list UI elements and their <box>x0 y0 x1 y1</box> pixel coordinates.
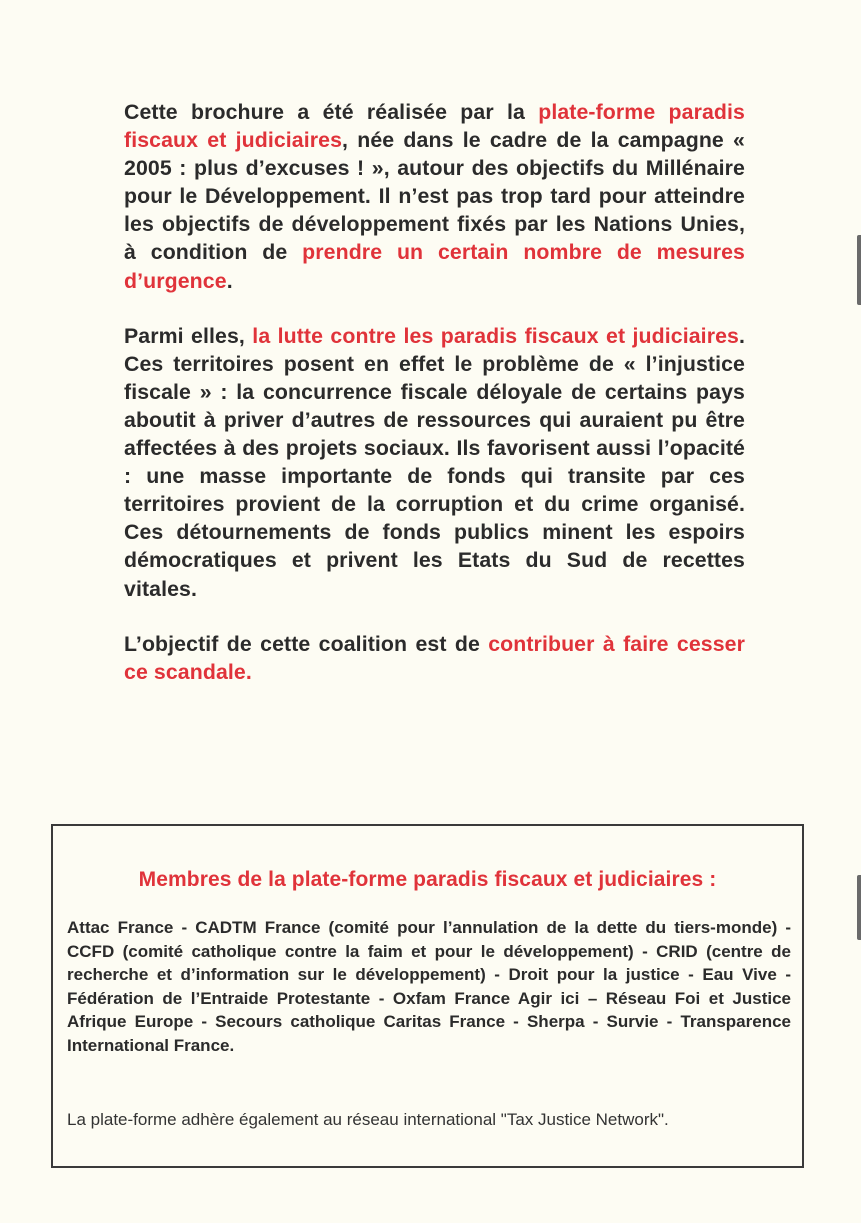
highlight-urgent-measures: prendre un certain nombre de mesures d’urgence <box>124 240 745 293</box>
paragraph-tax-havens <box>124 322 745 603</box>
members-box <box>51 824 804 1168</box>
paragraph-origin <box>124 98 745 295</box>
text: . <box>226 268 233 293</box>
brochure-intro-text <box>124 98 745 713</box>
highlight-fight-tax-havens: la lutte contre les paradis fiscaux et judiciaires <box>252 323 739 348</box>
page-edge-mark <box>857 875 861 940</box>
highlight-objective: contribuer à faire cesser ce scandale. <box>124 631 745 684</box>
text: , née dans le cadre de la campagne « 2005 : plus d’excuses ! », autour des objectifs du Millénaire pour le Développement. Il n’est pas trop tard pour atteindre les objectifs de développement fixés par les Nations Unies, à condition de <box>124 128 745 265</box>
network-note: La plate-forme adhère également au réseau international "Tax Justice Network". <box>67 1110 669 1129</box>
paragraph-objective <box>124 630 745 686</box>
text: Cette brochure a été réalisée par la <box>124 100 539 124</box>
page-edge-mark <box>857 235 861 305</box>
members-list: Attac France - CADTM France (comité pour l’annulation de la dette du tiers-monde) - CCFD (comité catholique contre la faim et pour le développement) - CRID (centre de recherche et d’information sur le développement) - Droit pour la justice - Eau Vive - Fédération de l’Entraide Protestante - Oxfam France Agir ici – Réseau Foi et Justice Afrique Europe - Secours catholique Caritas France - Sherpa - Survie - Transparence International France. <box>67 918 791 1055</box>
highlight-platform-name: plate-forme paradis fiscaux et judiciaires <box>124 100 745 153</box>
text: Parmi elles, <box>124 323 253 348</box>
text: L’objectif de cette coalition est de <box>124 631 489 656</box>
members-title: Membres de la plate-forme paradis fiscaux et judiciaires : <box>138 868 717 891</box>
text: . Ces territoires posent en effet le problème de « l’injustice fiscale » : la concurrence fiscale déloyale de certains pays aboutit à priver d’autres de ressources qui auraient pu être affectées à des projets sociaux. Ils favorisent aussi l’opacité : une masse importante de fonds qui transite par ces territoires provient de la corruption et du crime organisé. Ces détournements de fonds publics minent les espoirs démocratiques et privent les Etats du Sud de recettes vitales. <box>124 323 745 601</box>
